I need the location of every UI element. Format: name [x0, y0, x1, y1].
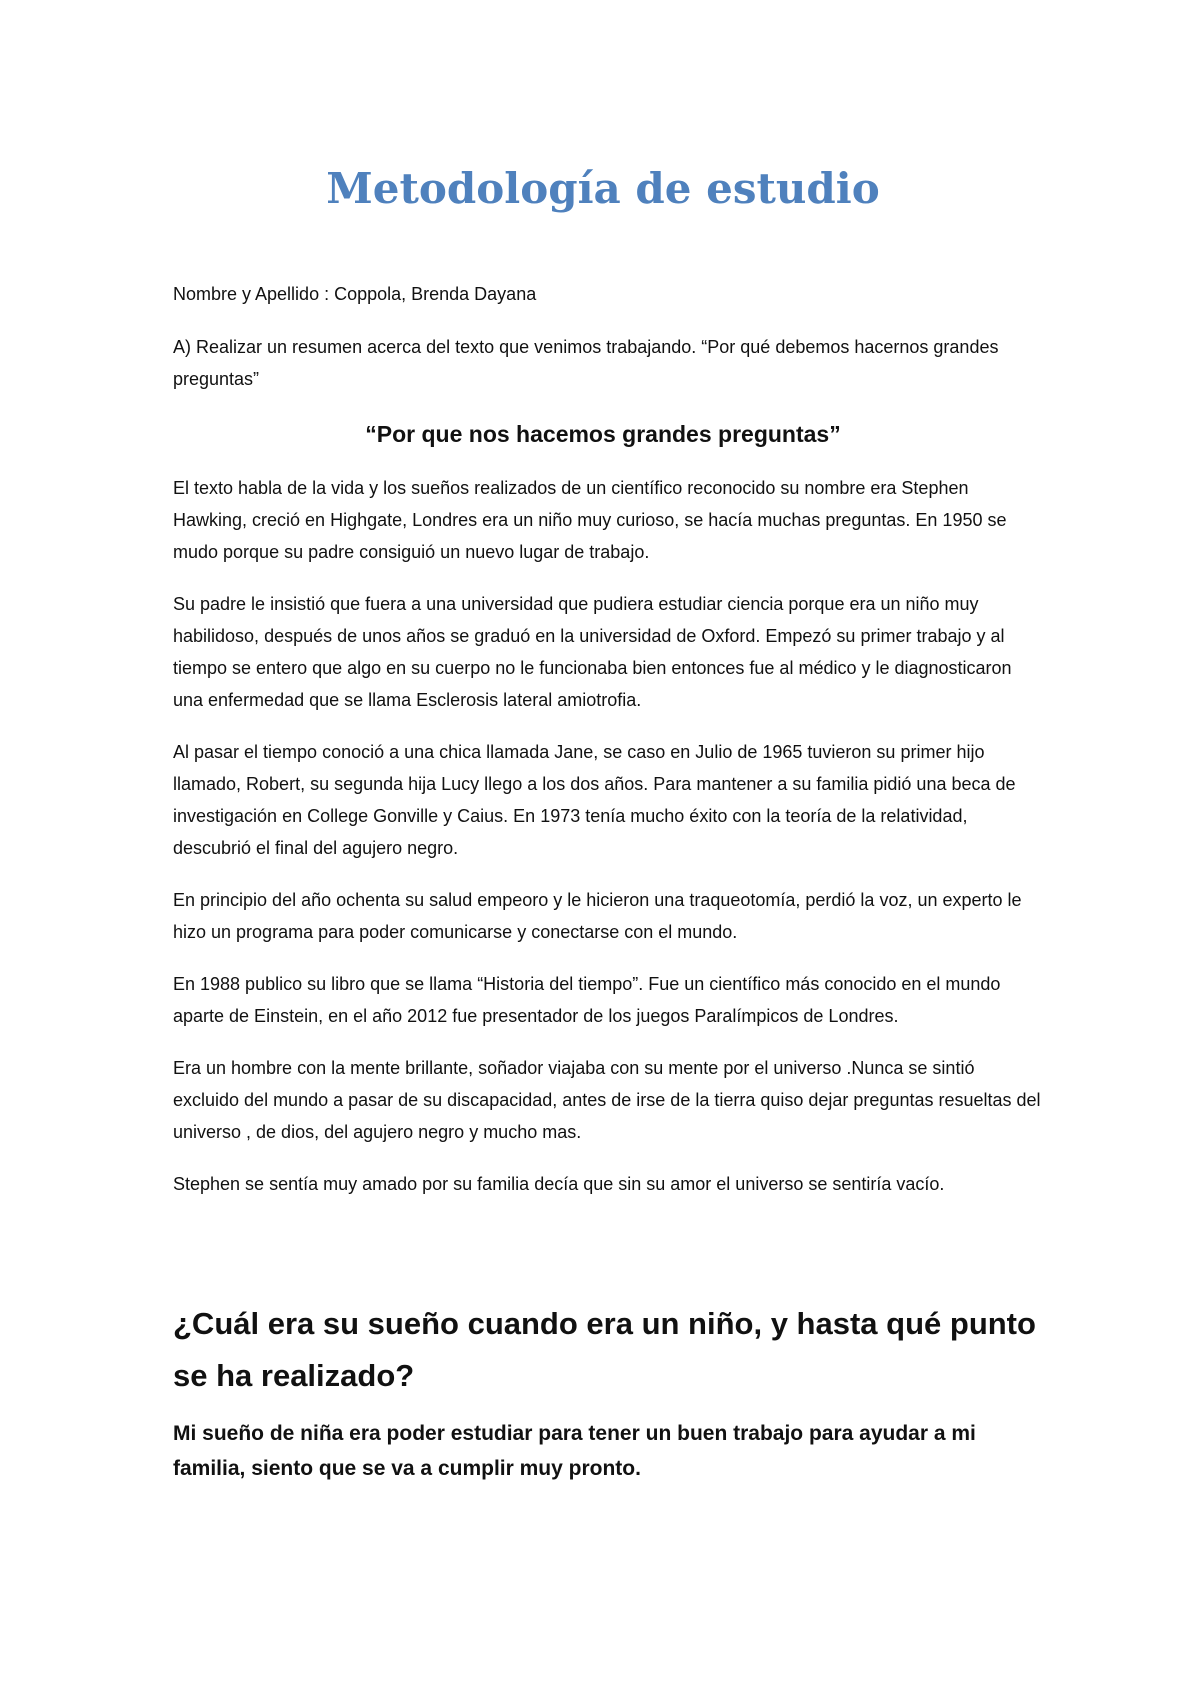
student-name-line: Nombre y Apellido : Coppola, Brenda Dayana — [173, 284, 537, 304]
summary-paragraph: Al pasar el tiempo conoció a una chica llamada Jane, se caso en Julio de 1965 tuvieron su primer hijo llamado, Robert, su segunda hija Lucy llego a los dos años. Para mantener a su familia pidió una beca de investigación en College Gonville y Caius. En 1973 tenía mucho éxito con la teoría de la relatividad, descubrió el final del agujero negro. — [173, 742, 1016, 858]
summary-paragraph: En 1988 publico su libro que se llama “Historia del tiempo”. Fue un científico más conocido en el mundo aparte de Einstein, en el año 2012 fue presentador de los juegos Paralímpicos de Londres. — [173, 974, 1001, 1026]
summary-title: “Por que nos hacemos grandes preguntas” — [365, 421, 841, 447]
summary-paragraph: Era un hombre con la mente brillante, soñador viajaba con su mente por el universo .Nunca se sintió excluido del mundo a pasar de su discapacidad, antes de irse de la tierra quiso dejar preguntas resueltas del universo , de dios, del agujero negro y mucho mas. — [173, 1058, 1041, 1142]
summary-paragraph: En principio del año ochenta su salud empeoro y le hicieron una traqueotomía, perdió la voz, un experto le hizo un programa para poder comunicarse y conectarse con el mundo. — [173, 890, 1022, 942]
answer-text: Mi sueño de niña era poder estudiar para tener un buen trabajo para ayudar a mi familia, siento que se va a cumplir muy pronto. — [173, 1422, 976, 1480]
assignment-instruction: A) Realizar un resumen acerca del texto que venimos trabajando. “Por qué debemos hacernos grandes preguntas” — [173, 337, 999, 389]
document-title: Metodología de estudio — [326, 164, 880, 213]
summary-paragraph: Su padre le insistió que fuera a una universidad que pudiera estudiar ciencia porque era un niño muy habilidoso, después de unos años se graduó en la universidad de Oxford. Empezó su primer trabajo y al tiempo se entero que algo en su cuerpo no le funcionaba bien entonces fue al médico y le diagnosticaron una enfermedad que se llama Esclerosis lateral amiotrofia. — [173, 594, 1012, 710]
summary-paragraph: El texto habla de la vida y los sueños realizados de un científico reconocido su nombre era Stephen Hawking, creció en Highgate, Londres era un niño muy curioso, se hacía muchas preguntas. En 1950 se mudo porque su padre consiguió un nuevo lugar de trabajo. — [173, 478, 1007, 562]
question-heading: ¿Cuál era su sueño cuando era un niño, y hasta qué punto se ha realizado? — [173, 1306, 1036, 1393]
summary-paragraph: Stephen se sentía muy amado por su familia decía que sin su amor el universo se sentiría vacío. — [173, 1174, 945, 1194]
summary-section — [173, 472, 1043, 1220]
